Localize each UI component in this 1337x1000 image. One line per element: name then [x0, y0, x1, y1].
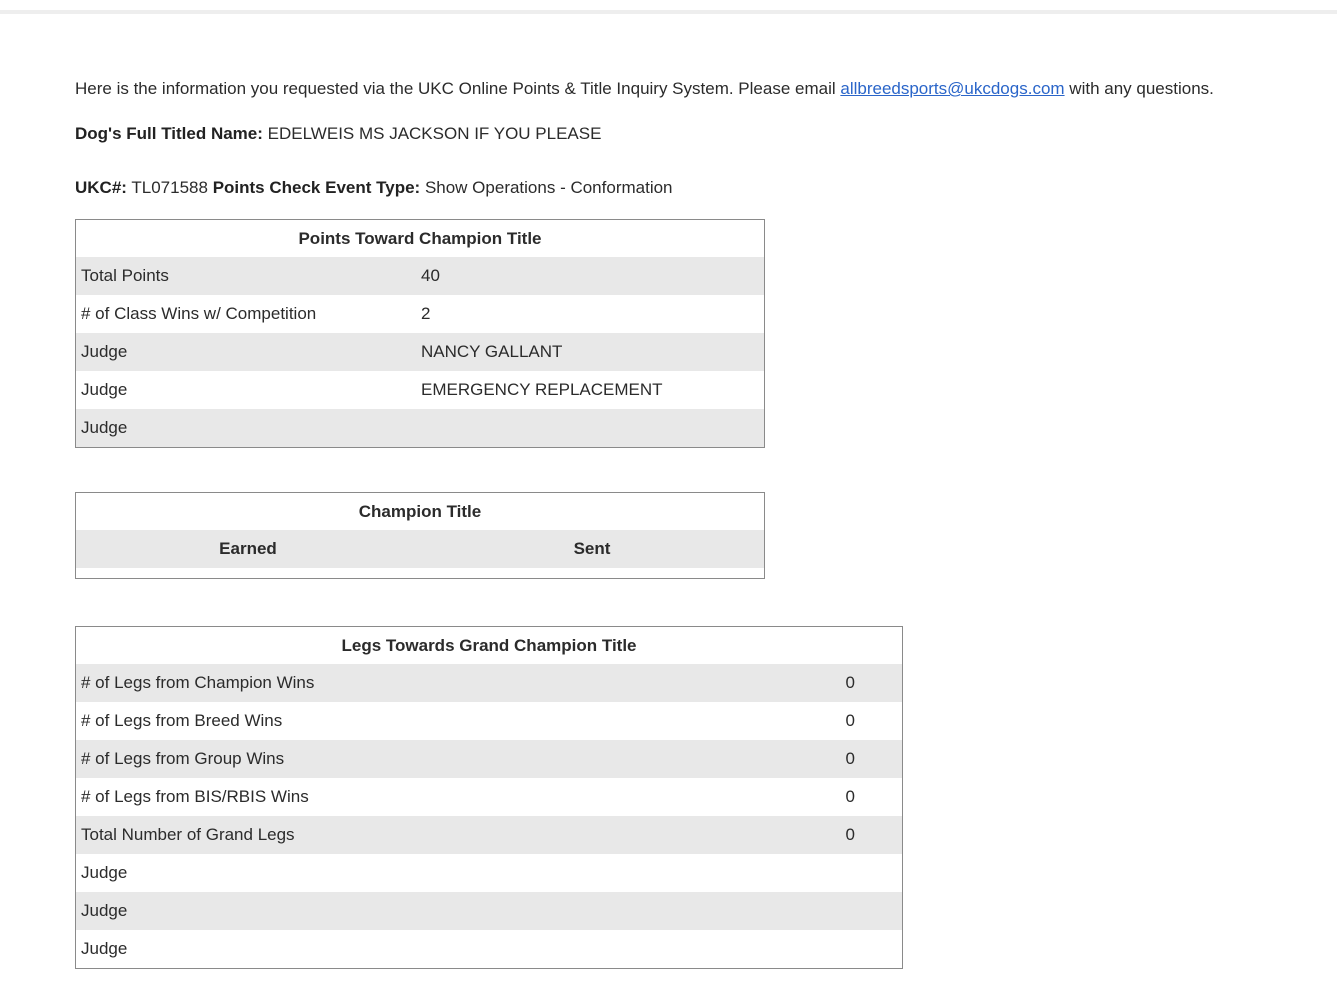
- points-table-title: Points Toward Champion Title: [76, 220, 765, 258]
- legs-table-title: Legs Towards Grand Champion Title: [76, 627, 903, 665]
- row-label: # of Legs from Champion Wins: [76, 664, 791, 702]
- intro-text: [75, 78, 1315, 100]
- sent-column-header: Sent: [420, 530, 765, 568]
- table-row: [76, 702, 903, 740]
- row-value: 0: [790, 664, 903, 702]
- row-label: Judge: [76, 930, 791, 969]
- row-label: # of Legs from Breed Wins: [76, 702, 791, 740]
- top-divider: [0, 10, 1337, 14]
- table-header-row: [76, 530, 765, 568]
- row-label: # of Legs from BIS/RBIS Wins: [76, 778, 791, 816]
- email-link[interactable]: allbreedsports@ukcdogs.com: [840, 79, 1065, 98]
- table-row: [76, 892, 903, 930]
- row-value: 0: [790, 778, 903, 816]
- row-value: 0: [790, 740, 903, 778]
- intro-text-start: Here is the information you requested via the UKC Online Points & Title Inquiry System. Please email: [75, 79, 841, 98]
- dog-name-label: Dog's Full Titled Name:: [75, 124, 263, 143]
- champion-title-table: [75, 492, 765, 579]
- row-label: Judge: [76, 892, 791, 930]
- table-row: [76, 778, 903, 816]
- table-row: [76, 664, 903, 702]
- intro-text-end: with any questions.: [1064, 79, 1214, 98]
- empty-cell: [420, 568, 765, 579]
- champion-table-title: Champion Title: [76, 493, 765, 531]
- table-row: [76, 257, 765, 295]
- row-value: 2: [416, 295, 765, 333]
- ukc-line: [75, 177, 1315, 199]
- row-label: Total Number of Grand Legs: [76, 816, 791, 854]
- row-value: 0: [790, 816, 903, 854]
- event-type-label: Points Check Event Type:: [212, 178, 421, 197]
- row-label: Judge: [76, 371, 417, 409]
- row-value: [416, 409, 765, 448]
- row-value: 40: [416, 257, 765, 295]
- empty-row: [76, 568, 765, 579]
- row-label: # of Legs from Group Wins: [76, 740, 791, 778]
- table-row: [76, 333, 765, 371]
- table-row: [76, 295, 765, 333]
- table-row: [76, 930, 903, 969]
- empty-cell: [76, 568, 421, 579]
- page-content: [75, 78, 1315, 199]
- row-label: Judge: [76, 854, 791, 892]
- grand-legs-table: [75, 626, 903, 969]
- row-label: # of Class Wins w/ Competition: [76, 295, 417, 333]
- row-value: [790, 854, 903, 892]
- table-row: [76, 854, 903, 892]
- row-label: Judge: [76, 333, 417, 371]
- points-table: [75, 219, 765, 448]
- dog-name-line: [75, 123, 1315, 145]
- table-row: [76, 816, 903, 854]
- row-value: EMERGENCY REPLACEMENT: [416, 371, 765, 409]
- ukc-value: TL071588: [131, 178, 208, 197]
- row-value: NANCY GALLANT: [416, 333, 765, 371]
- row-label: Judge: [76, 409, 417, 448]
- row-label: Total Points: [76, 257, 417, 295]
- row-value: [790, 930, 903, 969]
- event-type-value: Show Operations - Conformation: [424, 178, 673, 197]
- earned-column-header: Earned: [76, 530, 421, 568]
- table-row: [76, 371, 765, 409]
- row-value: 0: [790, 702, 903, 740]
- row-value: [790, 892, 903, 930]
- table-row: [76, 740, 903, 778]
- table-row: [76, 409, 765, 448]
- dog-name-value: EDELWEIS MS JACKSON IF YOU PLEASE: [267, 124, 602, 143]
- ukc-label: UKC#:: [75, 178, 127, 197]
